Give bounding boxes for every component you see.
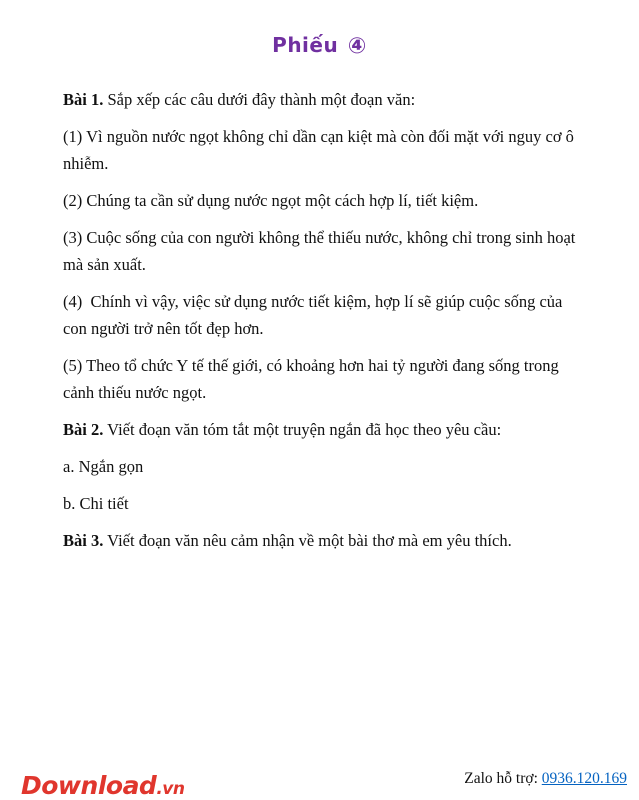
sentence-1-text: (1) Vì nguồn nước ngọt không chỉ dần cạn kiệt mà còn đối mặt với nguy cơ ô nhiễm.	[63, 127, 579, 173]
logo-main-text: Download	[21, 771, 157, 800]
exercise-3-label: Bài 3.	[63, 531, 104, 550]
option-a	[63, 453, 578, 480]
sentence-3-text: (3) Cuộc sống của con người không thể thiếu nước, không chỉ trong sinh hoạt mà sản xuất.	[63, 228, 580, 274]
option-b-text: b. Chi tiết	[63, 494, 129, 513]
support-phone-link[interactable]: 0936.120.169	[541, 770, 627, 787]
page-title-text: Phiếu	[272, 33, 339, 57]
zalo-support-label: Zalo hỗ trợ:	[464, 770, 542, 787]
exercise-1-heading	[63, 86, 578, 113]
sentence-4-text: (4) Chính vì vậy, việc sử dụng nước tiết kiệm, hợp lí sẽ giúp cuộc sống của con người trở nên tốt đẹp hơn.	[63, 292, 567, 338]
sentence-2-text: (2) Chúng ta cần sử dụng nước ngọt một cách hợp lí, tiết kiệm.	[63, 191, 479, 210]
zalo-support-line	[464, 770, 627, 788]
circled-4-icon: ④	[347, 34, 367, 59]
option-b	[63, 490, 578, 517]
sentence-5-text: (5) Theo tổ chức Y tế thế giới, có khoảng hơn hai tỷ người đang sống trong cảnh thiếu nước ngọt.	[63, 356, 563, 402]
exercise-2-heading	[63, 416, 578, 443]
page-title	[0, 33, 639, 59]
exercise-1-label: Bài 1.	[63, 90, 104, 109]
exercise-3-instruction: Viết đoạn văn nêu cảm nhận về một bài thơ mà em yêu thích.	[103, 531, 512, 550]
sentence-1	[63, 123, 578, 177]
sentence-3	[63, 224, 578, 278]
exercise-3-heading	[63, 527, 578, 554]
logo-suffix-text: .vn	[156, 779, 185, 799]
sentence-5	[63, 352, 578, 406]
exercise-2-label: Bài 2.	[63, 420, 104, 439]
sentence-4	[63, 288, 578, 342]
document-body	[63, 86, 578, 564]
sentence-2	[63, 187, 578, 214]
download-vn-logo[interactable]	[21, 771, 185, 800]
exercise-2-instruction: Viết đoạn văn tóm tắt một truyện ngắn đã học theo yêu cầu:	[103, 420, 502, 439]
exercise-1-instruction: Sắp xếp các câu dưới đây thành một đoạn văn:	[103, 90, 416, 109]
option-a-text: a. Ngắn gọn	[63, 457, 144, 476]
